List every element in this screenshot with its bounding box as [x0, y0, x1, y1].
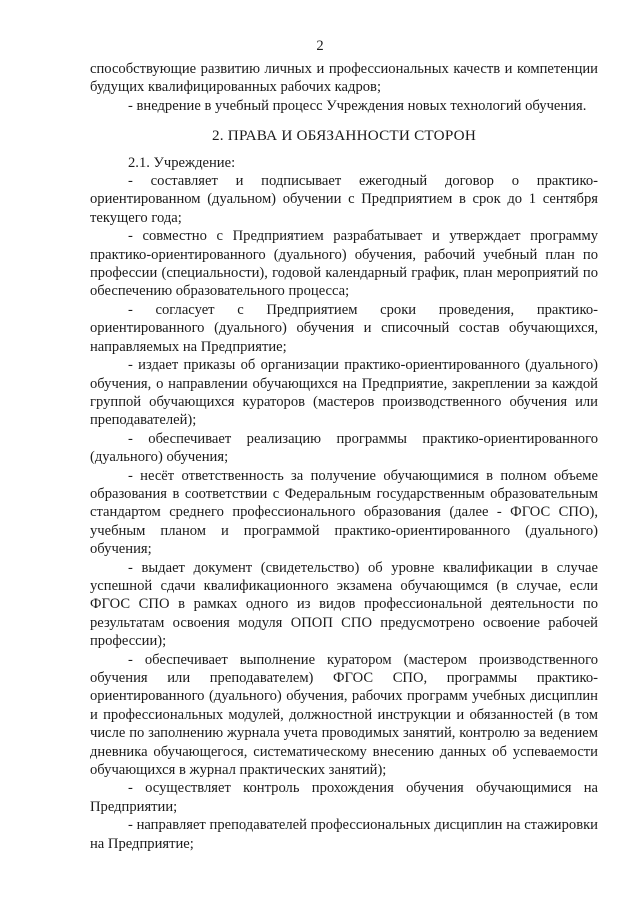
intro-item-technologies: - внедрение в учебный процесс Учреждения новых технологий обучения. [128, 97, 587, 114]
subsection-label: 2.1. Учреждение: [128, 154, 236, 171]
list-item: - обеспечивает выполнение куратором (мастером производственного обучения или преподавателем) ФГОС СПО, программы практико-ориентированного (дуального) обучения, рабочих программ учебных дисциплин и профессиональных модулей, должностной инструкции и обязанностей (в том числе по заполнению журнала учета проводимых занятий, контролю за ведением дневника обучающегося, систематическому внесению данных об успеваемости обучающихся в журнал практических занятий); [90, 651, 598, 779]
page-number: 2 [316, 38, 324, 54]
list-item: - направляет преподавателей профессиональных дисциплин на стажировки на Предприятие; [90, 817, 598, 852]
list-item: - несёт ответственность за получение обучающимися в полном объеме образования в соответствии с Федеральным государственным образовательным стандартом среднего профессионального образования (далее - ФГОС СПО), учебным планом и программой практико-ориентированного (дуального) обучения; [90, 467, 598, 558]
list-item: - обеспечивает реализацию программы практико-ориентированного (дуального) обучения; [90, 430, 598, 466]
list-item: - выдает документ (свидетельство) об уровне квалификации в случае успешной сдачи квалификационного экзамена обучающимся (в случае, если ФГОС СПО в рамках одного из видов профессиональной деятельности по результатам освоения модуля ОПОП СПО предусмотрено освоение рабочей профессии); [90, 559, 598, 650]
list-item: - осуществляет контроль прохождения обучения обучающимися на Предприятии; [90, 780, 598, 815]
list-item: - издает приказы об организации практико-ориентированного (дуального) обучения, о направлении обучающихся на Предприятие, закреплении за каждой группой обучающихся кураторов (мастеров производственного обучения или преподавателей); [90, 357, 598, 429]
list-item: - согласует с Предприятием сроки проведения, практико-ориентированного (дуального) обучения и списочный состав обучающихся, направляемых на Предприятие; [90, 301, 598, 355]
intro-continuation: способствующие развитию личных и профессиональных качеств и компетенции будущих квалифицированных рабочих кадров; [90, 61, 598, 96]
list-item: - совместно с Предприятием разрабатывает и утверждает программу практико-ориентированного (дуального) обучения, рабочий учебный план по профессии (специальности), годовой календарный график, план мероприятий по обеспечению образовательного процесса; [90, 228, 598, 300]
document-body [90, 60, 598, 853]
list-item: - составляет и подписывает ежегодный договор о практико-ориентированном (дуальном) обучении с Предприятием в срок до 1 сентября текущего года; [90, 173, 598, 226]
section-heading: 2. ПРАВА И ОБЯЗАННОСТИ СТОРОН [211, 127, 477, 145]
